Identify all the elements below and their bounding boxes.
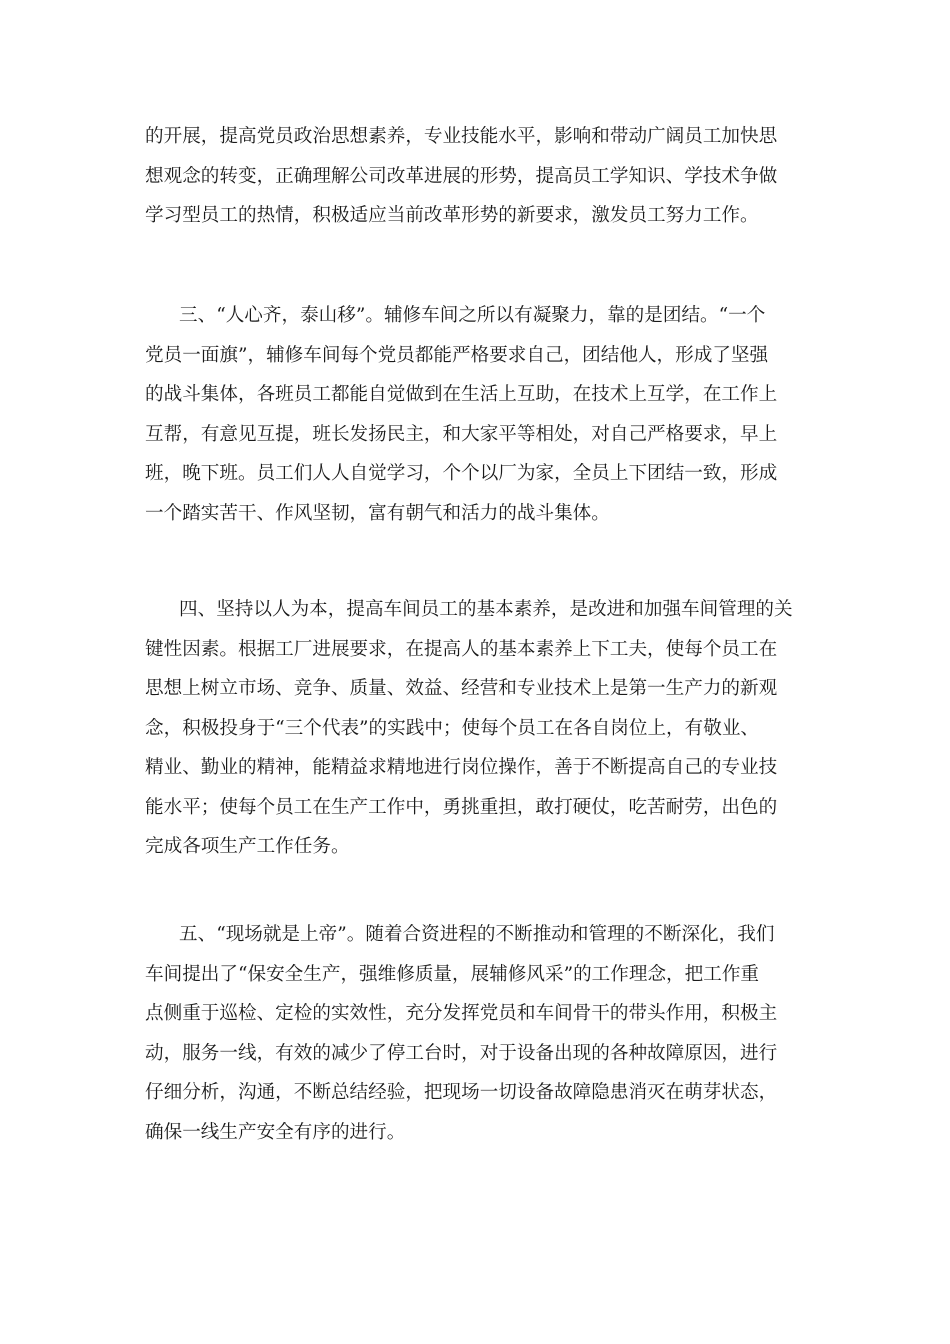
text-line: 确保一线生产安全有序的进行。 xyxy=(145,1121,406,1143)
text-line: 学习型员工的热情，积极适应当前改革形势的新要求，激发员工努力工作。 xyxy=(145,205,759,226)
text-line: 五、“现场就是上帝”。随着合资进程的不断推动和管理的不断深化，我们 xyxy=(179,924,775,945)
text-line: 互帮，有意见互提，班长发扬民主，和大家平等相处，对自己严格要求，早上 xyxy=(145,423,778,445)
text-line: 点侧重于巡检、定检的实效性，充分发挥党员和车间骨干的带头作用，积极主 xyxy=(145,1003,778,1024)
text-line: 完成各项生产工作任务。 xyxy=(145,836,350,857)
text-line: 仔细分析，沟通，不断总结经验，把现场一切设备故障隐患消灭在萌芽状态， xyxy=(145,1082,778,1103)
text-line: 车间提出了“保安全生产，强维修质量，展辅修风采”的工作理念，把工作重 xyxy=(145,963,760,985)
text-line: 三、“人心齐，泰山移”。辅修车间之所以有凝聚力，靠的是团结。“一个 xyxy=(179,305,766,326)
text-line: 的开展，提高党员政治思想素养，专业技能水平，影响和带动广阔员工加快思 xyxy=(145,126,778,147)
text-line: 念，积极投身于“三个代表”的实践中；使每个员工在各自岗位上，有敬业、 xyxy=(145,717,760,739)
text-line: 精业、勤业的精神，能精益求精地进行岗位操作，善于不断提高自己的专业技 xyxy=(145,757,778,778)
paragraph-section-three xyxy=(145,296,810,533)
paragraph-section-five xyxy=(145,915,810,1152)
paragraph-continuation xyxy=(145,117,810,236)
text-line: 能水平；使每个员工在生产工作中，勇挑重担，敢打硬仗，吃苦耐劳，出色的 xyxy=(145,796,778,818)
text-line: 思想上树立市场、竞争、质量、效益、经营和专业技术上是第一生产力的新观 xyxy=(145,678,778,699)
text-line: 班，晚下班。员工们人人自觉学习，个个以厂为家，全员上下团结一致，形成 xyxy=(145,463,778,484)
text-line: 党员一面旗”，辅修车间每个党员都能严格要求自己，团结他人，形成了坚强 xyxy=(145,344,769,366)
text-line: 键性因素。根据工厂进展要求，在提高人的基本素养上下工夫，使每个员工在 xyxy=(145,638,778,660)
text-line: 四、坚持以人为本，提高车间员工的基本素养，是改进和加强车间管理的关 xyxy=(179,599,793,620)
text-line: 一个踏实苦干、作风坚韧，富有朝气和活力的战斗集体。 xyxy=(145,502,610,524)
paragraph-section-four xyxy=(145,590,810,867)
text-line: 想观念的转变，正确理解公司改革进展的形势，提高员工学知识、学技术争做 xyxy=(145,165,778,187)
text-line: 动，服务一线，有效的减少了停工台时，对于设备出现的各种故障原因，进行 xyxy=(145,1042,778,1064)
text-line: 的战斗集体，各班员工都能自觉做到在生活上互助，在技术上互学，在工作上 xyxy=(145,384,778,405)
